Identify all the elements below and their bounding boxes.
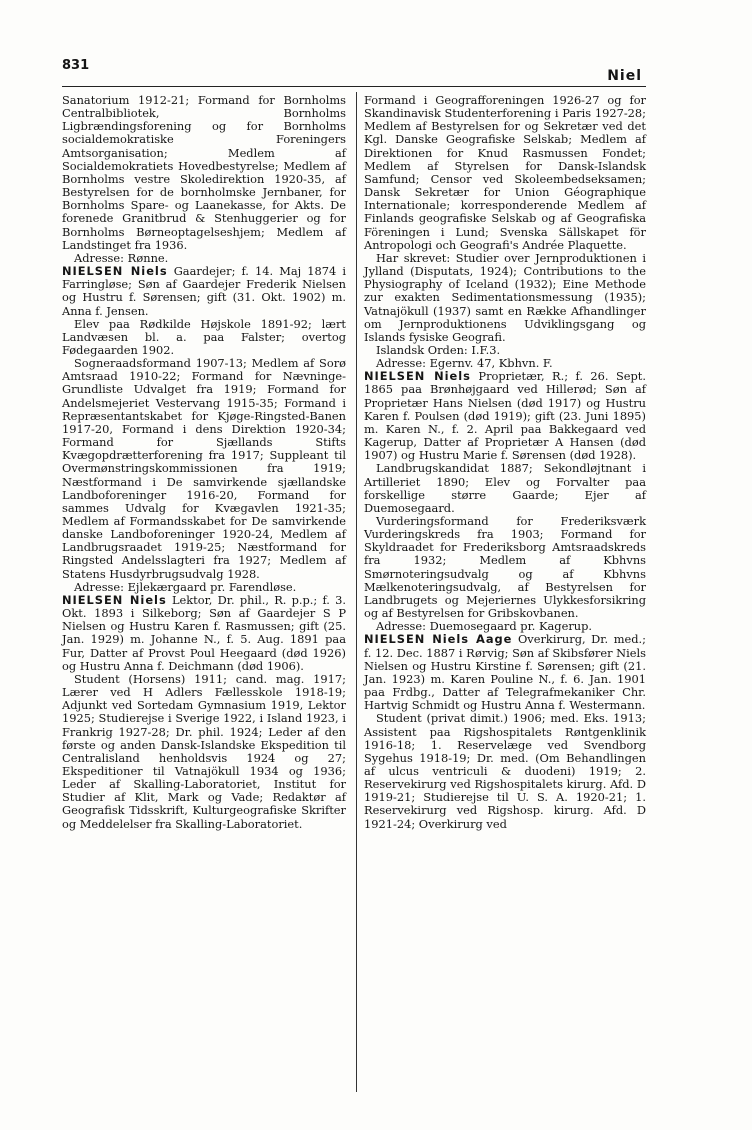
- orders-line: Islandsk Orden: I.F.3.: [376, 342, 501, 357]
- entry-headword: NIELSEN Niels: [364, 369, 471, 384]
- entry-paragraph: Landbrugskandidat 1887; Sekondløjtnant i Artilleriet 1890; Elev og Forvalter paa forskellige større Gaarde; Ejer af Duemosegaard.: [364, 461, 646, 515]
- entry-intro-text: Lektor, Dr. phil., R. p.p.; f. 3. Okt. 1893 i Silkeborg; Søn af Gaardejer S P Nielsen og Hustru Karen f. Rasmussen; gift (25. Jan. 1929) m. Johanne N., f. 5. Aug. 1891 paa Fur, Datter af Provst Poul Heegaard (død 1926) og Hustru Anna f. Deichmann (død 1906).: [62, 592, 347, 673]
- address-line: Adresse: Rønne.: [74, 250, 169, 265]
- entry-headword: NIELSEN Niels Aage: [364, 632, 513, 647]
- entry-paragraph: Vurderingsformand for Frederiksværk Vurderingskreds fra 1903; Formand for Skyldraadet for Frederiksborg Amtsraadskreds fra 1932; Medlem af Kbhvns Smørnoteringsudvalg og af Kbhvns Mælkenoteringsudvalg, af Bestyrelsen for Landbrugets og Mejeriernes Ulykkesforsikring og af Bestyrelsen for Gribskovbanen.: [364, 514, 646, 621]
- entry-intro-text: Proprietær, R.; f. 26. Sept. 1865 paa Brønhøjgaard ved Hillerød; Søn af Proprietær Hans Nielsen (død 1917) og Hustru Karen f. Poulsen (død 1919); gift (23. Juni 1895) m. Karen N., f. 2. April paa Bakkegaard ved Kagerup, Datter af Proprietær A Hansen (død 1907) og Hustru Marie f. Sørensen (død 1928).: [364, 369, 646, 463]
- continued-paragraph: Sanatorium 1912-21; Formand for Bornholms Centralbibliotek, Bornholms Ligbrændingsforening og for Bornholms socialdemokratiske Foreningers Amtsorganisation; Medlem af Socialdemokratiets Hovedbestyrelse; Medlem af Bornholms vestre Skoledirektion 1920-35, af Bestyrelsen for de bornholmske Jernbaner, for Bornholms Spare- og Laanekasse, for Akts. De forenede Granitbrud & Stenhuggerier og for Bornholms Børneoptagelseshjem; Medlem af Landstinget fra 1936.: [62, 93, 346, 252]
- entry-headword: NIELSEN Niels: [62, 592, 167, 607]
- header-rule: [62, 86, 646, 87]
- entry-paragraph: Student (privat dimit.) 1906; med. Eks. 1913; Assistent paa Rigshospitalets Røntgenklinik 1916-18; 1. Reservelæge ved Svendborg Sygehus 1918-19; Dr. med. (Om Behandlingen af ulcus ventriculi & duodeni) 1919; 2. Reservekirurg ved Rigshospitalets kirurg. Afd. D 1919-21; Studierejse til U. S. A. 1920-21; 1. Reservekirurg ved Rigshosp. kirurg. Afd. D 1921-24; Overkirurg ved: [364, 711, 646, 831]
- address-line: Adresse: Egernv. 47, Kbhvn. F.: [376, 356, 553, 371]
- entry-paragraph: Sogneraadsformand 1907-13; Medlem af Sorø Amtsraad 1910-22; Formand for Nævninge-Grundliste Udvalget fra 1919; Formand for Andelsmejeriet Vestervang 1915-35; Formand i Repræsentantskabet for Kjøge-Ringsted-Banen 1917-20, Formand i dens Direktion 1920-34; Formand for Sjællands Stifts Kvægopdrætterforening fra 1917; Suppleant til Overmønstringskommissionen fra 1919; Næstformand i De samvirkende sjællandske Landboforeninger 1916-20, Formand for sammes Udvalg for Kvægavlen 1921-35; Medlem af Formandsskabet for De samvirkende danske Landboforeninger 1920-24, Medlem af Landbrugsraadet 1919-25; Næstformand for Ringsted Andelsslagteri fra 1927; Medlem af Statens Husdyrbrugsudvalg 1928.: [62, 356, 346, 581]
- continued-paragraph: Formand i Geografforeningen 1926-27 og for Skandinavisk Studenterforening i Paris 1927-28; Medlem af Bestyrelsen for og Sekretær ved det Kgl. Danske Geografiske Selskab; Medlem af Direktionen for Knud Rasmussen Fondet; Medlem af Styrelsen for Dansk-Islandsk Samfund; Censor ved Skoleembedseksamen; Dansk Sekretær for Union Géographique Internationale; korresponderende Medlem af Finlands geografiske Selskab og af Geografiska Föreningen i Lund; Svenska Sällskapet för Antropologi och Geografi's Andrée Plaquette.: [364, 93, 646, 252]
- address-line: Adresse: Ejlekærgaard pr. Farendløse.: [74, 579, 297, 594]
- biography-entry-intro: [364, 370, 646, 462]
- biography-entry-intro: [62, 265, 346, 318]
- publications-paragraph: Har skrevet: Studier over Jernproduktionen i Jylland (Disputats, 1924); Contributions to the Physiography of Iceland (1932); Eine Methode zur exakten Sedimentationsmessung (1935); Vatnajökull (1937) samt en Række Afhandlinger om Jernproduktionens Udviklingsgang og Islands fysiske Geografi.: [364, 250, 646, 344]
- entry-headword: NIELSEN Niels: [62, 264, 168, 279]
- left-column: [62, 94, 346, 831]
- entry-paragraph: Student (Horsens) 1911; cand. mag. 1917; Lærer ved H Adlers Fællesskole 1918-19; Adjunkt ved Sortedam Gymnasium 1919, Lektor 1925; Studierejse i Sverige 1922, i Island 1923, i Frankrig 1927-28; Dr. phil. 1924; Leder af den første og anden Dansk-Islandske Ekspedition til Centralisland henholdsvis 1924 og 27; Ekspeditioner til Vatnajökull 1934 og 1936; Leder af Skalling-Laboratoriet, Institut for Studier af Klit, Mark og Vade; Redaktør af Geografisk Tidsskrift, Kulturgeografiske Skrifter og Meddelelser fra Skalling-Laboratoriet.: [62, 671, 346, 831]
- entry-intro-text: Overkirurg, Dr. med.; f. 12. Dec. 1887 i Rørvig; Søn af Skibsfører Niels Nielsen og Hustru Kirstine f. Sørensen; gift (21. Jan. 1923) m. Karen Pouline N., f. 6. Jan. 1901 paa Frdbg., Datter af Telegrafmekaniker Chr. Hartvig Schmidt og Hustru Anna f. Westermann.: [364, 632, 646, 713]
- biography-entry-intro: [364, 633, 646, 712]
- biography-entry-intro: [62, 594, 346, 673]
- right-column: [364, 94, 646, 831]
- entry-paragraph: Elev paa Rødkilde Højskole 1891-92; lært Landvæsen bl. a. paa Falster; overtog Fødegaarden 1902.: [62, 316, 346, 357]
- page-number: 831: [62, 58, 90, 73]
- page-header: [62, 58, 642, 84]
- column-divider: [356, 92, 357, 1092]
- running-head: Niel: [607, 68, 642, 84]
- address-line: Adresse: Duemosegaard pr. Kagerup.: [376, 619, 593, 634]
- entry-intro-text: Gaardejer; f. 14. Maj 1874 i Farringløse; Søn af Gaardejer Frederik Nielsen og Hustru f. Sørensen; gift (31. Okt. 1902) m. Anna f. Jensen.: [62, 264, 346, 318]
